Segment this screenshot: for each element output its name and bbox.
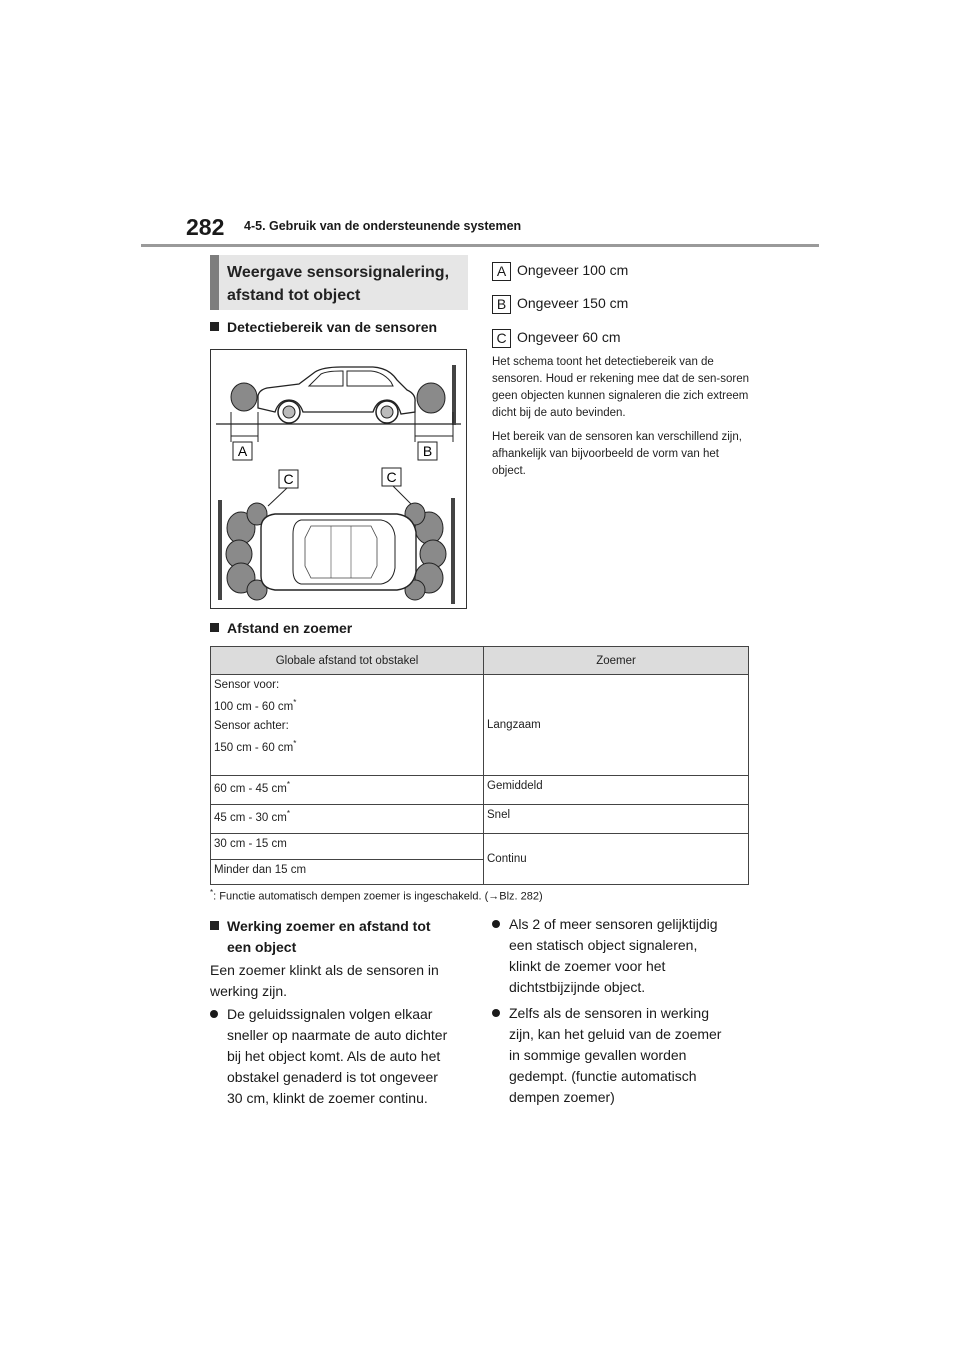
arrow-right-icon: → xyxy=(488,890,500,903)
legend-item-c xyxy=(492,329,621,348)
car-top-body xyxy=(261,514,416,590)
legend-key-b: B xyxy=(492,295,511,314)
page-number: 282 xyxy=(186,214,225,240)
note-diagram-explanation: Het schema toont het detectiebereik van de sensoren. Houd er rekening mee dat de sen-soren geen objecten kunnen signaleren die zich extreem dicht bij de auto bevinden. xyxy=(492,356,749,419)
footnote xyxy=(210,888,543,903)
square-bullet-icon xyxy=(210,921,219,930)
table-cell-distance: 30 cm - 15 cm xyxy=(211,834,484,860)
subheading-distance-buzzer xyxy=(210,620,352,636)
table-text: 100 cm - 60 cm* xyxy=(214,698,297,713)
section-title xyxy=(227,261,449,307)
bullet-item xyxy=(492,1003,732,1108)
table-cell-buzzer: Continu xyxy=(484,834,749,885)
wall-top-right xyxy=(451,498,455,604)
section-title-line1: Weergave sensorsignalering, xyxy=(227,264,450,281)
chapter-title: 4-5. Gebruik van de ondersteunende systemen xyxy=(244,219,522,233)
legend-item-a xyxy=(492,262,628,281)
table-cell-distance: 45 cm - 30 cm* xyxy=(211,805,484,834)
legend-item-b xyxy=(492,295,628,314)
subheading-detection-range-text: Detectiebereik van de sensoren xyxy=(227,319,438,335)
table-header-distance: Globale afstand tot obstakel xyxy=(211,647,484,675)
table-text: Sensor achter: xyxy=(214,719,289,732)
table-row xyxy=(211,776,749,805)
subheading-buzzer-operation xyxy=(210,916,431,958)
bullet-item xyxy=(492,914,732,998)
bullet-text: De geluidssignalen volgen elkaar sneller op naarmate de auto dichter bij het object komt. Als de auto het obstakel genaderd is tot ongeveer 30 cm, klinkt de zoemer continu. xyxy=(227,1006,448,1106)
bullet-dot-icon xyxy=(492,920,500,928)
buzzer-paragraph: Een zoemer klinkt als de sensoren in werking zijn. xyxy=(210,962,439,999)
table-text: 150 cm - 60 cm* xyxy=(214,738,297,754)
diagram-label-b: B xyxy=(422,443,433,459)
bullet-item xyxy=(210,1004,450,1109)
footnote-text: : Functie automatisch dempen zoemer is ingeschakeld. ( xyxy=(213,890,489,903)
table-cell-buzzer: Langzaam xyxy=(484,675,749,776)
side-sensor-lobe-rear xyxy=(417,383,445,413)
diagram-label-c-right: C xyxy=(386,469,397,485)
subheading-buzzer-operation-line2: een object xyxy=(227,939,297,955)
bullet-text: Als 2 of meer sensoren gelijktijdig een statisch object signaleren, klinkt de zoemer voor het dichtstbijzijnde object. xyxy=(509,916,718,995)
bullet-dot-icon xyxy=(492,1009,500,1017)
sensor-range-svg xyxy=(211,350,466,608)
diagram-label-c-left: C xyxy=(283,471,294,487)
table-cell-distance: 60 cm - 45 cm* xyxy=(211,776,484,805)
diagram-label-a: A xyxy=(237,443,248,459)
legend-text-c: Ongeveer 60 cm xyxy=(517,329,621,346)
header-rule xyxy=(141,244,819,247)
note-range-variation: Het bereik van de sensoren kan verschillend zijn, afhankelijk van bijvoorbeeld de vorm van het object. xyxy=(492,431,742,477)
distance-buzzer-table xyxy=(210,646,749,885)
wall-top-left xyxy=(218,500,222,600)
square-bullet-icon xyxy=(210,623,219,632)
square-bullet-icon xyxy=(210,322,219,331)
footnote-reference: Blz. 282) xyxy=(499,890,543,903)
legend-key-a: A xyxy=(492,262,511,281)
bullet-text: Zelfs als de sensoren in werking zijn, kan het geluid van de zoemer in sommige gevallen worden gedempt. (functie automatisch dempen zoemer) xyxy=(509,1005,722,1105)
table-cell-distance xyxy=(211,675,484,776)
legend-text-a: Ongeveer 100 cm xyxy=(517,262,629,279)
subheading-distance-buzzer-text: Afstand en zoemer xyxy=(227,620,353,636)
table-text: Sensor voor: xyxy=(214,679,280,691)
table-cell-distance: Minder dan 15 cm xyxy=(211,860,484,885)
bullet-dot-icon xyxy=(210,1010,218,1018)
section-heading-bar xyxy=(210,255,219,310)
legend-text-b: Ongeveer 150 cm xyxy=(517,295,629,312)
table-row xyxy=(211,675,749,776)
table-header-row xyxy=(211,647,749,675)
table-cell-buzzer: Gemiddeld xyxy=(484,776,749,805)
sensor-range-diagram xyxy=(210,349,467,609)
table-row xyxy=(211,805,749,834)
footnote-mark: * xyxy=(210,888,214,897)
section-heading xyxy=(210,255,468,310)
subheading-detection-range xyxy=(210,319,437,335)
side-sensor-lobe-front xyxy=(231,383,257,411)
table-header-buzzer: Zoemer xyxy=(484,647,749,675)
legend-key-c: C xyxy=(492,329,511,348)
subheading-buzzer-operation-line1: Werking zoemer en afstand tot xyxy=(227,918,431,934)
table-row xyxy=(211,834,749,860)
table-cell-buzzer: Snel xyxy=(484,805,749,834)
section-title-line2: afstand tot object xyxy=(227,287,361,304)
